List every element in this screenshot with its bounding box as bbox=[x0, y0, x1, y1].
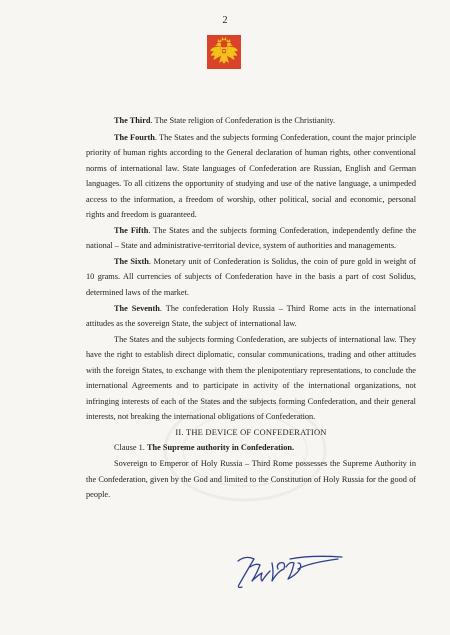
paragraph-fourth bbox=[86, 130, 416, 223]
paragraph-lead: The Fifth bbox=[114, 225, 149, 235]
paragraph-text: . The States and the subjects forming Confederation, independently define the national – State and administrative-territorial device, system of authorities and managements. bbox=[86, 225, 416, 251]
paragraph-fifth bbox=[86, 223, 416, 254]
clause-name: The Supreme authority in Confederation. bbox=[146, 443, 295, 453]
paragraph-supreme-authority bbox=[86, 456, 416, 503]
paragraph-text: The States and the subjects forming Confederation, are subjects of international law. They have the right to establish direct diplomatic, consular communications, trading and other attitudes with the foreign States, to exchange with them the plenipotentiary representations, to conclude the international Agreements and to participate in activity of the international organizations, not infringing interests of each of the States and the subjects forming Confederation, and their general interests, not breaking the international obligations of Confederation. bbox=[86, 334, 416, 422]
clause-prefix: Clause 1. bbox=[114, 443, 147, 453]
paragraph-text: . The State religion of Confederation is the Christianity. bbox=[150, 116, 336, 125]
paragraph-lead: The Sixth bbox=[114, 256, 149, 266]
paragraph-text: . The States and the subjects forming Confederation, count the major principle priority of human rights according to the General declaration of human rights, other conventional norms of international law. State languages of Confederation are Russian, English and German languages. To all citizens the opportunity of studying and use of the native language, a unimpeded access to the information, a freedom of worship, other political, social and economic, personal rights and freedom is guaranteed. bbox=[86, 132, 417, 220]
paragraph-sixth bbox=[86, 254, 416, 301]
paragraph-text: . The confederation Holy Russia – Third Rome acts in the international attitudes as the sovereign State, the subject of international law. bbox=[86, 303, 416, 329]
paragraph-lead: The Third bbox=[114, 116, 151, 125]
paragraph-seventh bbox=[86, 301, 416, 332]
clause-title bbox=[86, 440, 416, 456]
paragraph-lead: The Fourth bbox=[114, 132, 155, 142]
paragraph-text: Sovereign to Emperor of Holy Russia – Third Rome possesses the Supreme Authority in the Confederation, given by the God and limited to the Constitution of Holy Russia for the good of people. bbox=[86, 459, 416, 500]
paragraph-text: . Monetary unit of Confederation is Solidus, the coin of pure gold in weight of 10 grams. All currencies of subjects of Confederation have in the basis a part of cost Solidus, determined laws of the market. bbox=[86, 256, 416, 298]
paragraph-lead: The Seventh bbox=[114, 303, 160, 313]
document-body bbox=[86, 113, 416, 503]
double-headed-eagle-icon bbox=[207, 35, 241, 69]
paragraph-third bbox=[86, 113, 416, 129]
page-number: 2 bbox=[222, 15, 228, 26]
handwritten-signature bbox=[228, 545, 348, 595]
paragraph-international-law bbox=[86, 332, 416, 425]
section-heading: II. THE DEVICE OF CONFEDERATION bbox=[175, 426, 327, 437]
